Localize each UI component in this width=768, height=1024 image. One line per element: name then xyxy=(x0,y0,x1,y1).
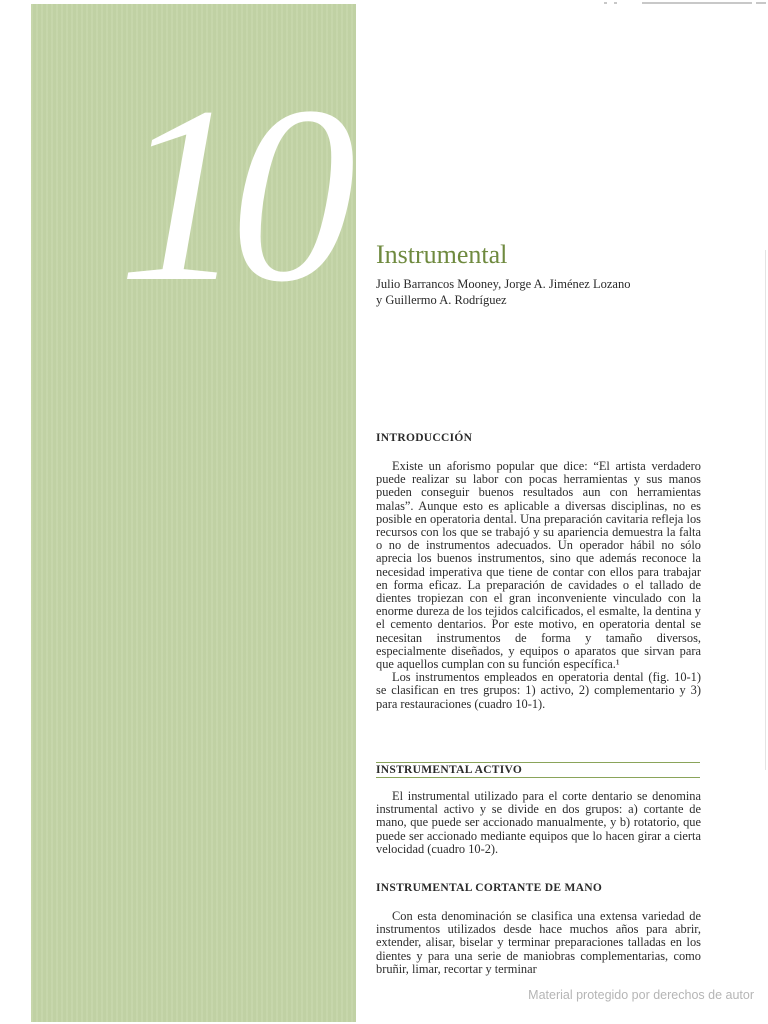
copyright-watermark: Material protegido por derechos de autor xyxy=(528,988,754,1002)
activo-paragraph-1: El instrumental utilizado para el corte dentario se denomina instrumental activo y se divide en dos grupos: a) cortante de mano, que puede ser accionado manualmente, y b) rotatorio, que puede ser accionado mediante equipos que lo hacen girar a cierta velocidad (cuadro 10-2). xyxy=(376,789,701,856)
intro-paragraph-2: Los instrumentos empleados en operatoria dental (fig. 10-1) se clasifican en tres grupos: 1) activo, 2) complementario y 3) para restauraciones (cuadro 10-1). xyxy=(376,670,701,711)
section-heading-instrumental-activo: INSTRUMENTAL ACTIVO xyxy=(376,762,700,778)
section-body-instrumental-cortante xyxy=(376,910,701,976)
authors-line-2: y Guillermo A. Rodríguez xyxy=(376,293,507,307)
intro-paragraph-1: Existe un aforismo popular que dice: “El artista verdadero puede realizar su labor con pocas herramientas y sus manos pueden conseguir buenos resultados aun con herramientas malas”. Aunque esto es aplicable a diversas disciplinas, no es posible en operatoria dental. Una preparación cavitaria refleja los recursos con los que se trabajó y su apariencia demuestra la falta o no de instrumentos adecuados. Un operador hábil no sólo aprecia los buenos instrumentos, sino que además reconoce la necesidad imperativa que tiene de contar con ellos para trabajar en forma eficaz. La preparación de cavidades o el tallado de dientes tropiezan con el gran inconveniente vinculado con la enorme dureza de los tejidos calcificados, el esmalte, la dentina y el cemento dentarios. Por este motivo, en operatoria dental se necesitan instrumentos de forma y tamaño diversos, especialmente diseñados, y equipos o aparatos que sirvan para que aquellos cumplan con su función específica.¹ xyxy=(376,459,701,672)
authors-line-1: Julio Barrancos Mooney, Jorge A. Jiménez Lozano xyxy=(376,277,631,291)
page-edge-line xyxy=(765,250,766,770)
chapter-number: 10 xyxy=(118,54,342,334)
section-body-instrumental-activo xyxy=(376,790,701,856)
section-heading-introduccion: INTRODUCCIÓN xyxy=(376,432,473,444)
section-heading-instrumental-cortante: INSTRUMENTAL CORTANTE DE MANO xyxy=(376,882,603,894)
scan-marks xyxy=(598,0,768,6)
cortante-paragraph-1: Con esta denominación se clasifica una extensa variedad de instrumentos utilizados desde hace muchos años para abrir, extender, alisar, biselar y terminar preparaciones talladas en los dientes y para una serie de maniobras complementarias, como bruñir, limar, recortar y terminar xyxy=(376,909,701,976)
section-body-introduccion xyxy=(376,460,701,711)
chapter-authors xyxy=(376,276,630,308)
chapter-title: Instrumental xyxy=(376,240,508,269)
